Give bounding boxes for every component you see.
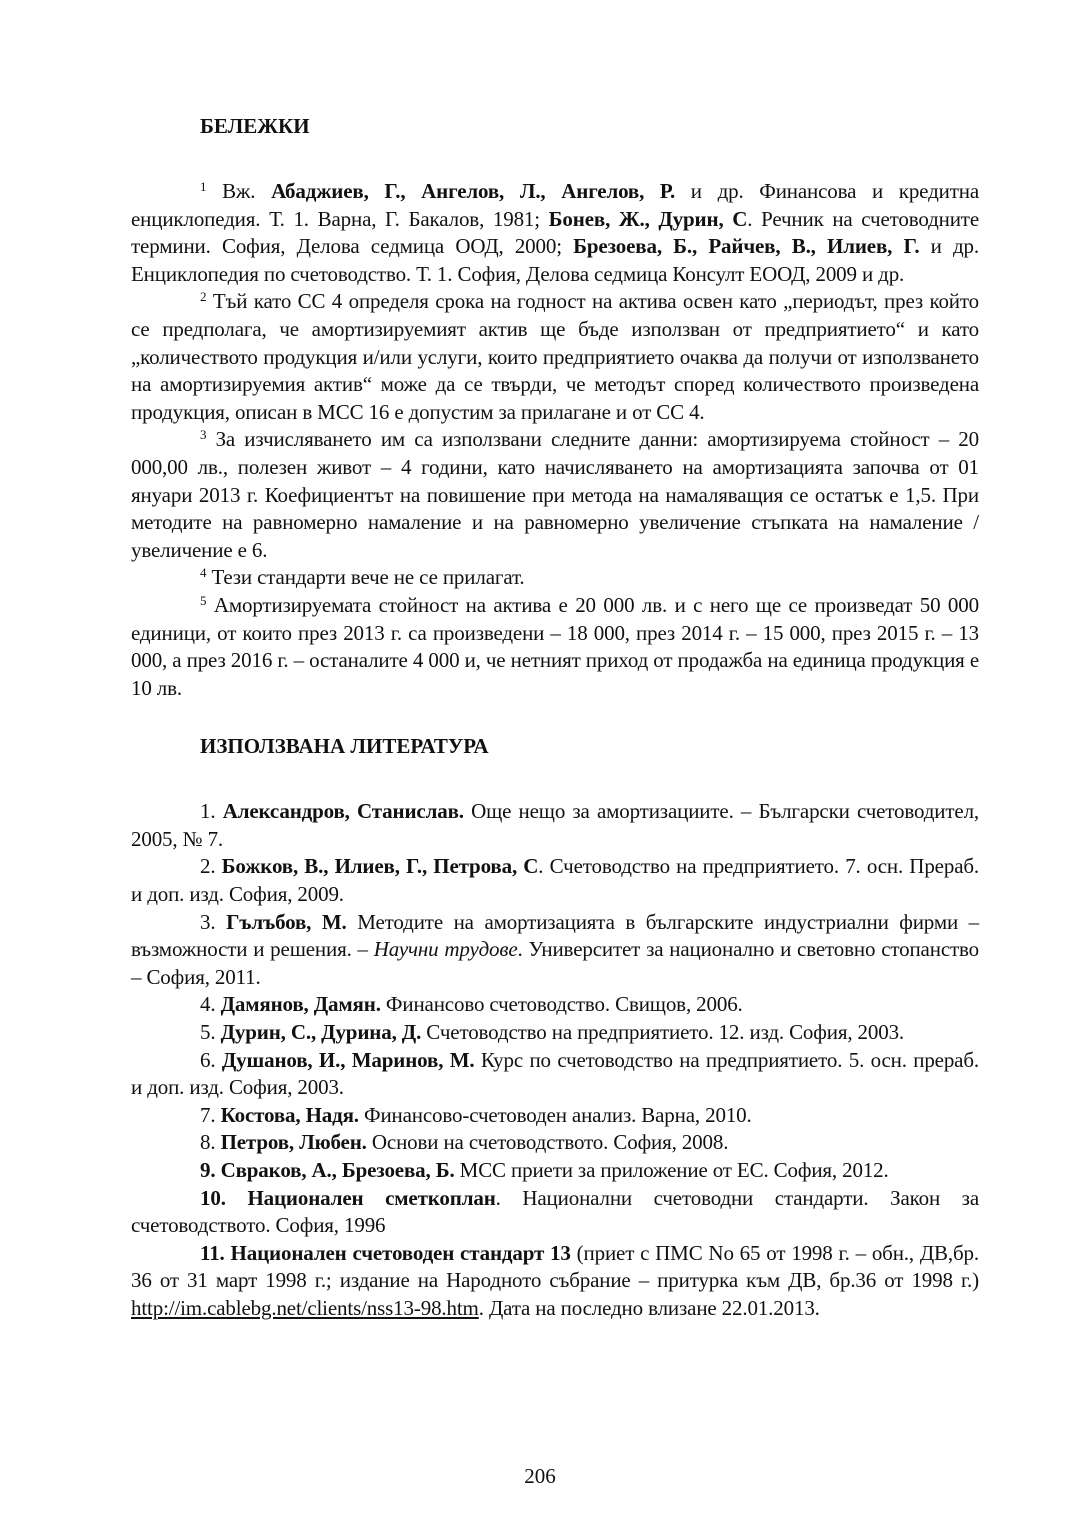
literature-item-8: 8. Петров, Любен. Основи на счетоводството. София, 2008. [200,1130,729,1155]
literature-item-7: 7. Костова, Надя. Финансово-счетоводен анализ. Варна, 2010. [200,1102,752,1127]
note-authors: Брезоева, Б., Райчев, В., Илиев, Г. [573,234,920,259]
literature-item-6: 6. Душанов, И., Маринов, М. Курс по счетоводство на предприятието. 5. осн. прераб. и доп. изд. София, 2003. [131,1047,979,1100]
note-5: $^5$ Амортизируемата стойност на актива е 20 000 лв. и с него ще се произведат 50 000 единици, от които през 2013 г. са произведени – 18 000, през 2014 г. – 15 000, през 2015 г. – 13 000, а през 2016 г. – останалите 4 000 и, че нетният приход от продажба на единица продукция е 10 лв. [131,592,979,700]
page-content [131,112,979,1323]
literature-heading: ИЗПОЛЗВАНА ЛИТЕРАТУРА [200,734,489,759]
source-link[interactable]: http://im.cablebg.net/clients/nss13-98.htm [131,1295,479,1320]
note-number: 3 [200,427,207,443]
note-number: 2 [200,289,207,305]
notes-heading: БЕЛЕЖКИ [200,114,310,138]
note-3: $^3$ За изчисляването им са използвани следните данни: амортизируема стойност – 20 000,00 лв., полезен живот – 4 години, като начисляването на амортизацията започва от 01 януари 2013 г. Коефициентът на повишение при метода на намаляващия се остатък е 1,5. При методите на равномерно намаление и на равномерно увеличение стъпката на намаление / увеличение е 6. [131,427,979,562]
note-4: $^4$ Тези стандарти вече не се прилагат. [200,565,525,590]
literature-item-2: 2. Божков, В., Илиев, Г., Петрова, С. Счетоводство на предприятието. 7. осн. Прераб. и доп. изд. София, 2009. [131,854,980,907]
literature-item-3: 3. Гълъбов, М. Методите на амортизацията в българските индустриални фирми – възможности и решения. – Научни трудове. Университет за национално и световно стопанство – София, 2011. [131,909,980,989]
literature-item-10: 10. Национален сметкоплан. Национални счетоводни стандарти. Закон за счетоводството. София, 1996 [131,1185,979,1238]
note-authors: Абаджиев, Г., Ангелов, Л., Ангелов, Р. [271,179,676,203]
note-number: 5 [200,592,207,608]
note-authors: Бонев, Ж., Дурин, С [548,206,748,231]
page-number: 206 [524,1464,556,1488]
literature-item-4: 4. Дамянов, Дамян. Финансово счетоводство. Свищов, 2006. [200,992,743,1017]
literature-item-5: 5. Дурин, С., Дурина, Д. Счетоводство на предприятието. 12. изд. София, 2003. [200,1020,905,1045]
note-number: 4 [200,565,207,581]
literature-item-9: 9. Свраков, А., Брезоева, Б. МСС приети за приложение от ЕС. София, 2012. [200,1158,889,1182]
note-1: $^1$ Вж. Абаджиев, Г., Ангелов, Л., Ангелов, Р. и др. Финансова и кредитна енциклопедия. Т. 1. Варна, Г. Бакалов, 1981; Бонев, Ж., Дурин, С. Речник на счетоводните термини. София, Делова седмица ООД, 2000; Брезоева, Б., Райчев, В., Илиев, Г. и др. Енциклопедия по счетоводство. Т. 1. София, Делова седмица Консулт ЕООД, 2009 и др. [131,179,979,286]
literature-item-11: 11. Национален счетоводен стандарт 13 (приет с ПМС No 65 от 1998 г. – обн., ДВ,бр. 36 от 31 март 1998 г.; издание на Народното събрание – притурка към ДВ, бр.36 от 1998 г.) http://im.cablebg.net/clients/nss13-98.htm. Дата на последно влизане 22.01.2013. [131,1240,979,1320]
note-2: $^2$ Тъй като СС 4 определя срока на годност на актива освен като „периодът, през който се предполага, че амортизируемият актив ще бъде използван от предприятието“ и като „количеството продукция и/или услуги, които предприятието очаква да получи от използването на амортизируемия актив“ може да се твърди, че методът според количеството произведена продукция, описан в МСС 16 е допустим за прилагане и от СС 4. [131,289,979,424]
note-number: 1 [200,179,207,194]
literature-item-1: 1. Александров, Станислав. Още нещо за амортизациите. – Български счетоводител, 2005, № 7. [131,799,980,851]
